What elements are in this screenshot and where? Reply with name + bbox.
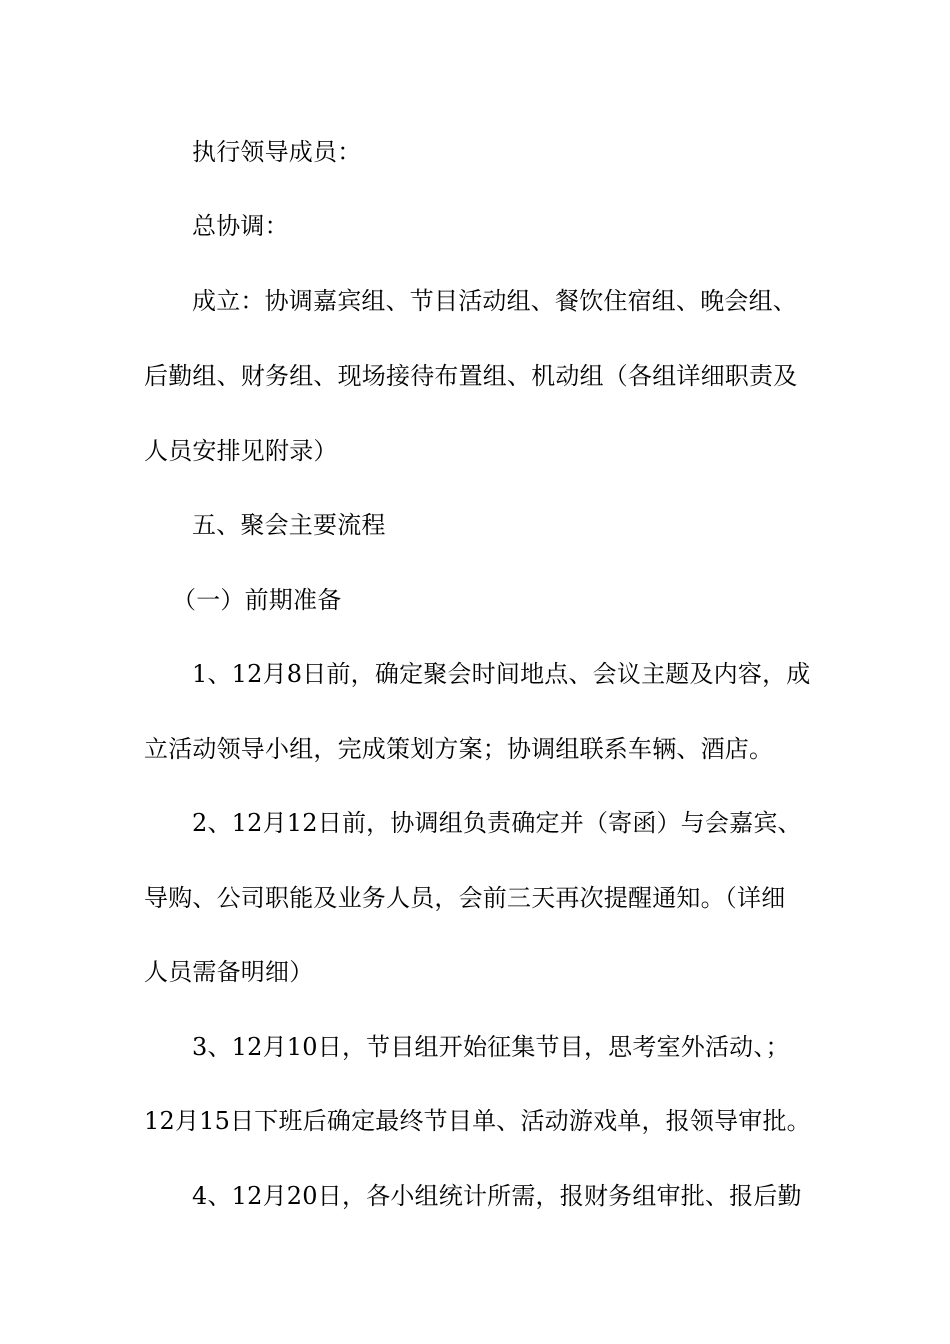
text-line-item1-b: 立活动领导小组，完成策划方案；协调组联系车辆、酒店。 [144,735,774,763]
text-line-groups-1: 成立：协调嘉宾组、节目活动组、餐饮住宿组、晚会组、 [192,287,797,315]
text-line-item3-a: 3、12月10日，节目组开始征集节目，思考室外活动、； [192,1033,790,1061]
text-line-item2-c: 人员需备明细） [144,958,314,986]
text-line-item2-a: 2、12月12日前，协调组负责确定并（寄函）与会嘉宾、 [192,809,802,837]
section-heading-process: 五、聚会主要流程 [192,511,386,539]
text-line-item1-a: 1、12月8日前，确定聚会时间地点、会议主题及内容，成 [192,660,811,688]
text-line-groups-2: 后勤组、财务组、现场接待布置组、机动组（各组详细职责及 [144,362,798,390]
text-line-item3-b: 12月15日下班后确定最终节目单、活动游戏单，报领导审批。 [144,1107,811,1135]
text-line-coordinator: 总协调： [192,212,289,240]
text-line-exec-leaders: 执行领导成员： [192,138,362,166]
text-line-groups-3: 人员安排见附录） [144,437,338,465]
subsection-heading-preparation: （一）前期准备 [172,586,342,614]
text-line-item2-b: 导购、公司职能及业务人员，会前三天再次提醒通知。（详细 [144,884,786,912]
text-line-item4-a: 4、12月20日，各小组统计所需，报财务组审批、报后勤 [192,1182,802,1210]
